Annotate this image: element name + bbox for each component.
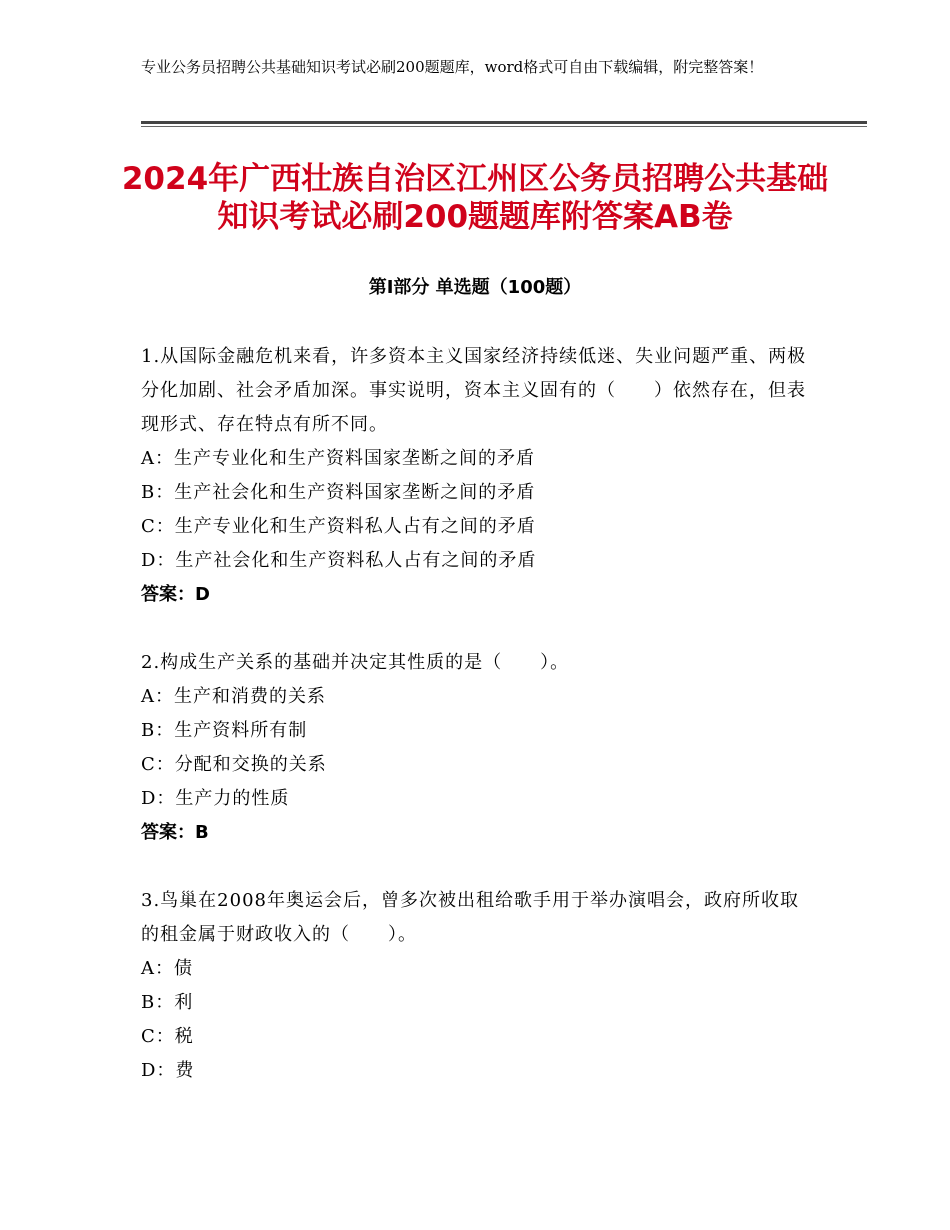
option-b: B：利: [141, 992, 194, 1013]
section-title: 第Ⅰ部分 单选题（100题）: [368, 277, 582, 298]
option-d: D：生产社会化和生产资料私人占有之间的矛盾: [141, 550, 537, 571]
option-a: A：生产专业化和生产资料国家垄断之间的矛盾: [141, 448, 535, 469]
answer-line: 答案：B: [141, 822, 209, 843]
document-title: 2024年广西壮族自治区江州区公务员招聘公共基础知识考试必刷200题题库附答案AB卷: [121, 161, 829, 235]
option-c: C：分配和交换的关系: [141, 754, 327, 775]
header-rule-thick: [141, 121, 867, 124]
question-stem: 2.构成生产关系的基础并决定其性质的是（ ）。: [141, 652, 570, 673]
option-b: B：生产社会化和生产资料国家垄断之间的矛盾: [141, 482, 536, 503]
header-rule-thin: [141, 126, 867, 127]
option-a: A：债: [141, 958, 193, 979]
question-1: [141, 340, 811, 612]
question-list: [141, 340, 811, 1122]
question-stem: 3.鸟巢在2008年奥运会后，曾多次被出租给歌手用于举办演唱会，政府所收取的租金属于财政收入的（ ）。: [141, 890, 799, 945]
option-d: D：费: [141, 1060, 195, 1081]
question-2: [141, 646, 811, 850]
option-a: A：生产和消费的关系: [141, 686, 326, 707]
answer-line: 答案：D: [141, 584, 210, 605]
option-c: C：税: [141, 1026, 194, 1047]
question-3: [141, 884, 811, 1088]
option-c: C：生产专业化和生产资料私人占有之间的矛盾: [141, 516, 536, 537]
question-stem: 1.从国际金融危机来看，许多资本主义国家经济持续低迷、失业问题严重、两极分化加剧、社会矛盾加深。事实说明，资本主义固有的（ ）依然存在，但表现形式、存在特点有所不同。: [141, 346, 807, 435]
option-d: D：生产力的性质: [141, 788, 290, 809]
header-note: 专业公务员招聘公共基础知识考试必刷200题题库，word格式可自由下载编辑，附完整答案！: [141, 58, 764, 76]
option-b: B：生产资料所有制: [141, 720, 308, 741]
